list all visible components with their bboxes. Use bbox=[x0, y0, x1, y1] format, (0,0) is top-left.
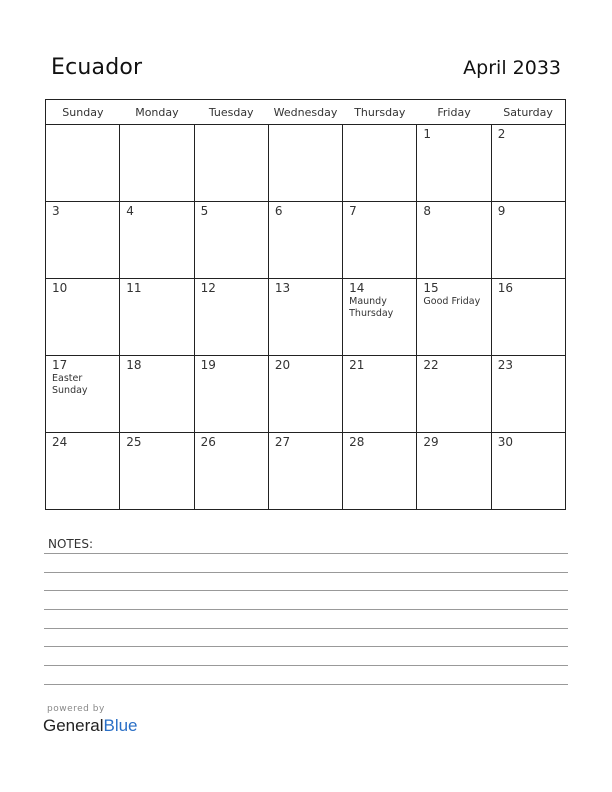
day-number: 5 bbox=[200, 204, 209, 218]
day-cell bbox=[491, 279, 565, 356]
day-cell bbox=[417, 125, 491, 202]
day-cell bbox=[491, 125, 565, 202]
weekday-header: Wednesday bbox=[268, 100, 342, 125]
day-cell bbox=[343, 202, 417, 279]
day-cell bbox=[46, 202, 120, 279]
day-cell bbox=[417, 202, 491, 279]
day-cell bbox=[268, 202, 342, 279]
weekday-header: Saturday bbox=[491, 100, 565, 125]
day-cell bbox=[343, 356, 417, 433]
day-number: 7 bbox=[349, 204, 357, 218]
weekday-header: Sunday bbox=[46, 100, 120, 125]
day-cell bbox=[417, 356, 491, 433]
day-cell bbox=[120, 433, 194, 510]
day-cell bbox=[194, 433, 268, 510]
day-number: 2 bbox=[497, 127, 506, 141]
day-cell bbox=[194, 202, 268, 279]
day-cell bbox=[491, 356, 565, 433]
day-number: 4 bbox=[126, 204, 134, 218]
note-line bbox=[44, 609, 568, 610]
note-line bbox=[44, 665, 568, 666]
day-number: 13 bbox=[274, 281, 291, 295]
weekday-header: Tuesday bbox=[194, 100, 268, 125]
day-cell bbox=[268, 356, 342, 433]
day-number: 1 bbox=[423, 127, 432, 141]
note-line bbox=[44, 646, 568, 647]
calendar-month-title: April 2033 bbox=[463, 57, 561, 79]
calendar-country-title: Ecuador bbox=[51, 55, 143, 80]
day-number: 12 bbox=[200, 281, 216, 295]
day-cell bbox=[120, 125, 194, 202]
day-number: 30 bbox=[497, 435, 513, 449]
day-number: 17 bbox=[52, 358, 68, 372]
day-number bbox=[269, 125, 342, 127]
note-line bbox=[44, 553, 568, 554]
note-line bbox=[44, 572, 568, 573]
holiday-label: Easter Sunday bbox=[52, 373, 88, 396]
day-number: 6 bbox=[274, 204, 283, 218]
note-line bbox=[44, 590, 568, 591]
day-cell bbox=[268, 433, 342, 510]
day-cell bbox=[194, 279, 268, 356]
day-number: 20 bbox=[274, 358, 291, 372]
note-line bbox=[44, 628, 568, 629]
holiday-label: Maundy Thursday bbox=[349, 296, 394, 319]
day-number: 11 bbox=[126, 281, 142, 295]
powered-by-text: powered by bbox=[47, 704, 105, 714]
notes-label: NOTES: bbox=[48, 537, 93, 551]
week-row bbox=[46, 356, 566, 433]
day-cell bbox=[268, 279, 342, 356]
note-line bbox=[44, 684, 568, 685]
day-number: 29 bbox=[423, 435, 439, 449]
weekday-header: Monday bbox=[120, 100, 194, 125]
day-number: 28 bbox=[349, 435, 365, 449]
day-cell bbox=[343, 279, 417, 356]
day-cell bbox=[46, 279, 120, 356]
day-cell bbox=[491, 202, 565, 279]
day-cell bbox=[194, 356, 268, 433]
day-cell bbox=[46, 125, 120, 202]
day-number: 8 bbox=[423, 204, 432, 218]
day-cell bbox=[417, 279, 491, 356]
calendar-grid bbox=[45, 99, 566, 510]
day-cell bbox=[417, 433, 491, 510]
day-cell bbox=[194, 125, 268, 202]
weekday-header-row bbox=[46, 100, 566, 125]
day-number: 3 bbox=[52, 204, 60, 218]
weekday-header: Thursday bbox=[343, 100, 417, 125]
day-number: 10 bbox=[52, 281, 68, 295]
day-cell bbox=[343, 125, 417, 202]
day-cell bbox=[268, 125, 342, 202]
weekday-header: Friday bbox=[417, 100, 491, 125]
day-number: 14 bbox=[349, 281, 365, 295]
day-number: 16 bbox=[497, 281, 513, 295]
week-row bbox=[46, 125, 566, 202]
day-cell bbox=[46, 433, 120, 510]
day-cell bbox=[120, 202, 194, 279]
holiday-label: Good Friday bbox=[423, 296, 481, 307]
brand-general: General bbox=[43, 716, 104, 735]
day-number: 23 bbox=[497, 358, 513, 372]
day-number bbox=[343, 125, 416, 127]
day-cell bbox=[46, 356, 120, 433]
day-number: 9 bbox=[497, 204, 506, 218]
day-cell bbox=[120, 356, 194, 433]
day-number: 15 bbox=[423, 281, 439, 295]
week-row bbox=[46, 279, 566, 356]
day-number: 18 bbox=[126, 358, 142, 372]
day-number: 25 bbox=[126, 435, 142, 449]
day-number: 21 bbox=[349, 358, 365, 372]
week-row bbox=[46, 433, 566, 510]
day-cell bbox=[491, 433, 565, 510]
brand-blue: Blue bbox=[103, 716, 138, 735]
day-number bbox=[120, 125, 193, 127]
week-row bbox=[46, 202, 566, 279]
generalblue-logo bbox=[43, 716, 138, 736]
day-cell bbox=[343, 433, 417, 510]
day-number: 19 bbox=[200, 358, 216, 372]
day-number bbox=[46, 125, 119, 127]
day-cell bbox=[120, 279, 194, 356]
day-number: 26 bbox=[200, 435, 216, 449]
day-number: 22 bbox=[423, 358, 439, 372]
day-number: 24 bbox=[52, 435, 68, 449]
day-number bbox=[195, 125, 268, 127]
day-number: 27 bbox=[274, 435, 291, 449]
